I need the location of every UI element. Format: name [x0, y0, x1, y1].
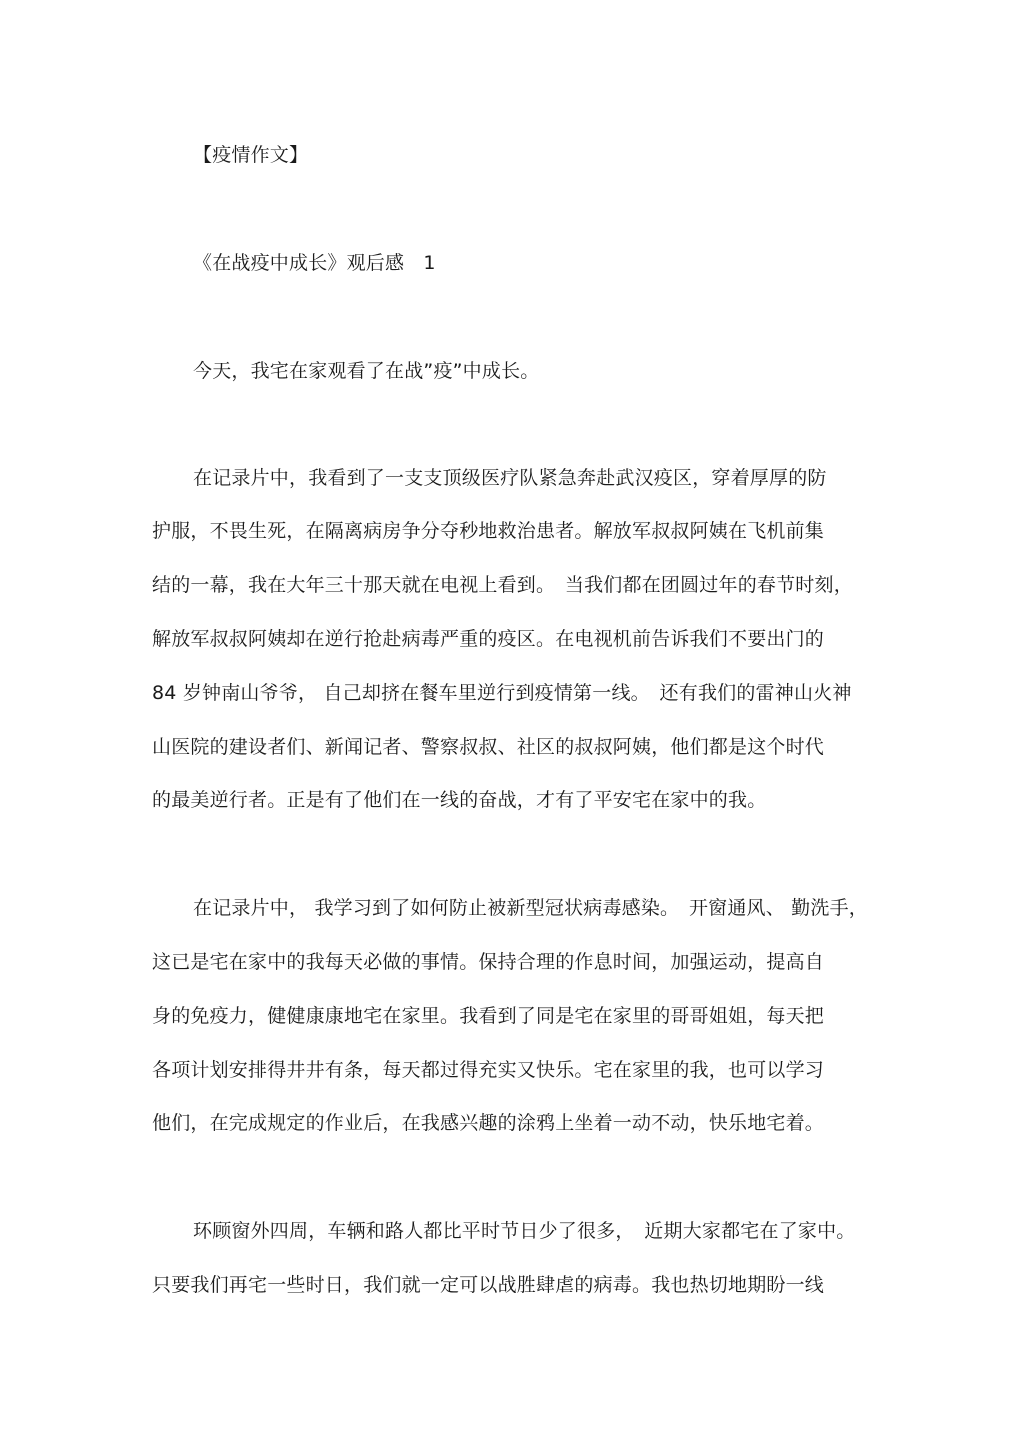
paragraph-2-line-6: 山医院的建设者们、新闻记者、警察叔叔、社区的叔叔阿姨，他们都是这个时代 — [152, 736, 825, 758]
essay-title: 《在战疫中成长》观后感 1 — [193, 252, 436, 274]
paragraph-2-line-4: 解放军叔叔阿姨却在逆行抢赴病毒严重的疫区。在电视机前告诉我们不要出门的 — [152, 628, 825, 650]
paragraph-3-line-5: 他们，在完成规定的作业后，在我感兴趣的涂鸦上坐着一动不动，快乐地宅着。 — [152, 1112, 825, 1134]
paragraph-2-line-2: 护服，不畏生死，在隔离病房争分夺秒地救治患者。解放军叔叔阿姨在飞机前集 — [152, 520, 825, 542]
section-heading: 【疫情作文】 — [193, 144, 309, 166]
paragraph-4-line-1: 环顾窗外四周，车辆和路人都比平时节日少了很多， 近期大家都宅在了家中。 — [193, 1220, 856, 1242]
paragraph-3-line-4: 各项计划安排得井井有条，每天都过得充实又快乐。宅在家里的我，也可以学习 — [152, 1059, 825, 1081]
paragraph-3-line-3: 身的免疫力，健健康康地宅在家里。我看到了同是宅在家里的哥哥姐姐，每天把 — [152, 1005, 825, 1027]
paragraph-3-line-1: 在记录片中， 我学习到了如何防止被新型冠状病毒感染。 开窗通风、 勤洗手， — [193, 897, 868, 919]
paragraph-4-line-2: 只要我们再宅一些时日，我们就一定可以战胜肆虐的病毒。我也热切地期盼一线 — [152, 1274, 825, 1296]
paragraph-2-line-5: 84 岁钟南山爷爷， 自己却挤在餐车里逆行到疫情第一线。 还有我们的雷神山火神 — [152, 682, 852, 704]
paragraph-3-line-2: 这已是宅在家中的我每天必做的事情。保持合理的作息时间，加强运动，提高自 — [152, 951, 825, 973]
paragraph-1-line-1: 今天，我宅在家观看了在战”疫”中成长。 — [193, 360, 540, 382]
paragraph-2-line-1: 在记录片中，我看到了一支支顶级医疗队紧急奔赴武汉疫区，穿着厚厚的防 — [193, 467, 827, 489]
paragraph-2-line-7: 的最美逆行者。正是有了他们在一线的奋战，才有了平安宅在家中的我。 — [152, 789, 767, 811]
paragraph-2-line-3: 结的一幕，我在大年三十那天就在电视上看到。 当我们都在团圆过年的春节时刻， — [152, 574, 853, 596]
